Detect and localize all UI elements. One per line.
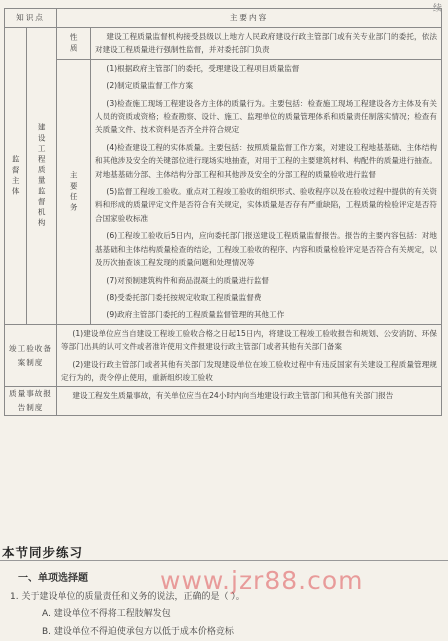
section-title: 本节同步练习 bbox=[2, 545, 84, 560]
duty-item: (5)监督工程竣工验收。重点对工程竣工验收的组织形式、验收程序以及在验收过程中提供的有关资料和形成的质量评定文件是否符合有关规定，实体质量是否存有严重缺陷，工程质量的检验评定是否符合国家验收标准 bbox=[95, 187, 437, 223]
duty-label: 主要任务 bbox=[69, 170, 79, 213]
duty-label-cell bbox=[57, 59, 91, 324]
header-main-content: 主要内容 bbox=[57, 9, 442, 28]
content-table bbox=[4, 8, 442, 416]
option-b: B. 建设单位不得迫使承包方以低于成本价格竞标 bbox=[42, 627, 234, 637]
supervision-agency-cell bbox=[27, 28, 57, 325]
question-type-heading: 一、单项选择题 bbox=[18, 573, 88, 584]
duty-item: (2)制定质量监督工作方案 bbox=[106, 81, 194, 91]
duty-item: (1)根据政府主管部门的委托，受理建设工程项目质量监督 bbox=[106, 63, 300, 73]
acceptance-label: 竣工验收备案制度 bbox=[5, 324, 57, 387]
accident-row bbox=[5, 387, 442, 416]
duty-item: (4)检查建设工程的实体质量。主要包括：按照质量监督工作方案，对建设工程地基基础、主体结构和其他涉及安全的关键部位进行现场实地抽查，对用于工程的主要建筑材料、构配件的质量进行抽查。对地基基础分部、主体结构分部工程和其他涉及安全的分部工程的质量验收进行监督 bbox=[95, 142, 437, 179]
nature-label-cell bbox=[57, 28, 91, 60]
duty-item: (3)检查施工现场工程建设各方主体的质量行为。主要包括：检查施工现场工程建设各方主体及有关人员的资质或资格；检查勘察、设计、施工、监理单位的质量管理体系和质量责任制落实情况；检查有关质量文件、技术资料是否齐全并符合规定 bbox=[95, 98, 437, 135]
continued-mark: 续 bbox=[432, 4, 442, 14]
nature-text: 建设工程质量监督机构接受县级以上地方人民政府建设行政主管部门或有关专业部门的委托，依法对建设工程质量进行强制性监督，并对委托部门负责 bbox=[95, 32, 437, 55]
supervision-subject-label: 监督主体 bbox=[11, 154, 21, 198]
header-knowledge-point: 知识点 bbox=[5, 9, 57, 28]
acceptance-para: (1)建设单位应当自建设工程竣工验收合格之日起15日内，将建设工程竣工验收报告和规划、公安消防、环保等部门出具的认可文件或者准许使用文件报建设行政主管部门或者其他有关部门备案 bbox=[61, 328, 437, 352]
nature-label: 性质 bbox=[69, 32, 79, 54]
accident-text: 建设工程发生质量事故，有关单位应当在24小时内向当地建设行政主管部门和其他有关部门报告 bbox=[72, 391, 394, 401]
accident-label: 质量事故报告制度 bbox=[5, 387, 57, 416]
question-stem: 1. 关于建设单位的质量责任和义务的说法，正确的是（ ）。 bbox=[10, 592, 245, 602]
table-header-row bbox=[5, 9, 442, 28]
option-a: A. 建设单位不得将工程肢解发包 bbox=[42, 609, 171, 619]
section-divider bbox=[0, 560, 448, 561]
acceptance-row bbox=[5, 324, 442, 387]
duty-item: (8)受委托部门委托按规定收取工程质量监督费 bbox=[106, 292, 262, 302]
nature-row bbox=[5, 28, 442, 60]
acceptance-cell bbox=[57, 324, 442, 387]
acceptance-para: (2)建设行政主管部门或者其他有关部门发现建设单位在竣工验收过程中有违反国家有关建设工程质量管理规定行为的，责令停止使用，重新组织竣工验收 bbox=[61, 359, 437, 382]
nature-text-cell bbox=[91, 28, 442, 60]
duties-cell bbox=[91, 59, 442, 324]
duty-item: (9)政府主管部门委托的工程质量监督管理的其他工作 bbox=[106, 310, 285, 320]
site-watermark: www.jzr88.com bbox=[160, 566, 364, 595]
duties-row bbox=[5, 59, 442, 324]
accident-cell bbox=[57, 387, 442, 416]
duty-item: (6)工程竣工验收后5日内，应向委托部门报送建设工程质量监督报告。报告的主要内容包括：对地基基础和主体结构质量检查的结论，工程竣工验收的程序、内容和质量检验评定是否符合有关规定，以及历次抽查该工程发现的质量问题和处理情况等 bbox=[95, 231, 437, 268]
duty-item: (7)对预制建筑构件和商品混凝土的质量进行监督 bbox=[106, 275, 270, 285]
supervision-subject-cell bbox=[5, 28, 27, 325]
supervision-agency-label: 建设工程质量监督机构 bbox=[37, 122, 47, 229]
